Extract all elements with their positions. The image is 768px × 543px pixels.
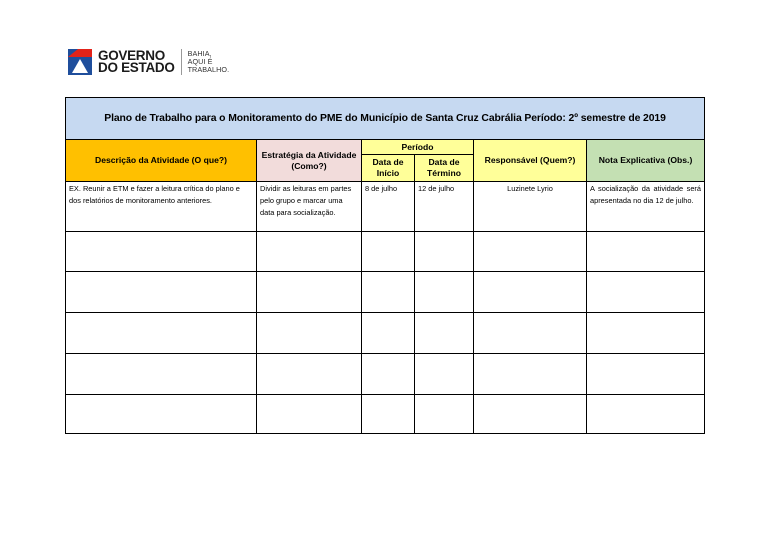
cell-descricao [66, 313, 257, 354]
cell-inicio: 8 de julho [362, 182, 415, 232]
cell-inicio [362, 313, 415, 354]
header-descricao: Descrição da Atividade (O que?) [66, 140, 257, 182]
table-title: Plano de Trabalho para o Monitoramento do PME do Município de Santa Cruz Cabrália Período: 2º semestre de 2019 [66, 98, 705, 140]
table-row [66, 395, 705, 434]
cell-estrategia: Dividir as leituras em partes pelo grupo e marcar uma data para socialização. [257, 182, 362, 232]
bahia-flag-icon [68, 49, 92, 75]
slogan-line-1: BAHIA, [187, 49, 212, 58]
header-inicio: Data de Início [362, 155, 415, 182]
cell-nota [587, 313, 705, 354]
cell-termino [415, 313, 474, 354]
cell-termino [415, 232, 474, 272]
cell-inicio [362, 232, 415, 272]
cell-termino: 12 de julho [415, 182, 474, 232]
cell-nota [587, 272, 705, 313]
logo-divider [181, 49, 182, 75]
cell-responsavel [474, 313, 587, 354]
cell-nota [587, 354, 705, 395]
cell-descricao: EX. Reunir a ETM e fazer a leitura crítica do plano e dos relatórios de monitoramento anteriores. [66, 182, 257, 232]
cell-estrategia [257, 395, 362, 434]
cell-descricao [66, 354, 257, 395]
table-row [66, 182, 705, 232]
slogan-line-2: AQUI É [187, 57, 213, 66]
header-nota: Nota Explicativa (Obs.) [587, 140, 705, 182]
logo-wordmark [98, 50, 175, 74]
governo-bahia-logo [68, 48, 229, 76]
table-row [66, 272, 705, 313]
cell-responsavel: Luzinete Lyrio [474, 182, 587, 232]
cell-estrategia [257, 272, 362, 313]
cell-termino [415, 272, 474, 313]
cell-responsavel [474, 354, 587, 395]
table-row [66, 354, 705, 395]
cell-estrategia [257, 313, 362, 354]
header-termino: Data de Término [415, 155, 474, 182]
cell-nota [587, 395, 705, 434]
cell-termino [415, 354, 474, 395]
cell-inicio [362, 395, 415, 434]
cell-termino [415, 395, 474, 434]
cell-estrategia [257, 354, 362, 395]
cell-descricao [66, 272, 257, 313]
header-estrategia: Estratégia da Atividade (Como?) [257, 140, 362, 182]
cell-inicio [362, 354, 415, 395]
header-periodo: Período [362, 140, 474, 155]
cell-nota [587, 232, 705, 272]
cell-responsavel [474, 232, 587, 272]
cell-inicio [362, 272, 415, 313]
logo-line-2: DO ESTADO [98, 60, 175, 75]
header-responsavel: Responsável (Quem?) [474, 140, 587, 182]
cell-descricao [66, 395, 257, 434]
logo-line-1: GOVERNO [98, 48, 165, 63]
work-plan-table [65, 97, 705, 434]
slogan-line-3: TRABALHO. [187, 65, 230, 74]
cell-descricao [66, 232, 257, 272]
cell-estrategia [257, 232, 362, 272]
cell-nota: A socialização da atividade será apresentada no dia 12 de julho. [587, 182, 705, 232]
table-row [66, 232, 705, 272]
table-row [66, 313, 705, 354]
logo-slogan [188, 50, 230, 74]
cell-responsavel [474, 272, 587, 313]
cell-responsavel [474, 395, 587, 434]
